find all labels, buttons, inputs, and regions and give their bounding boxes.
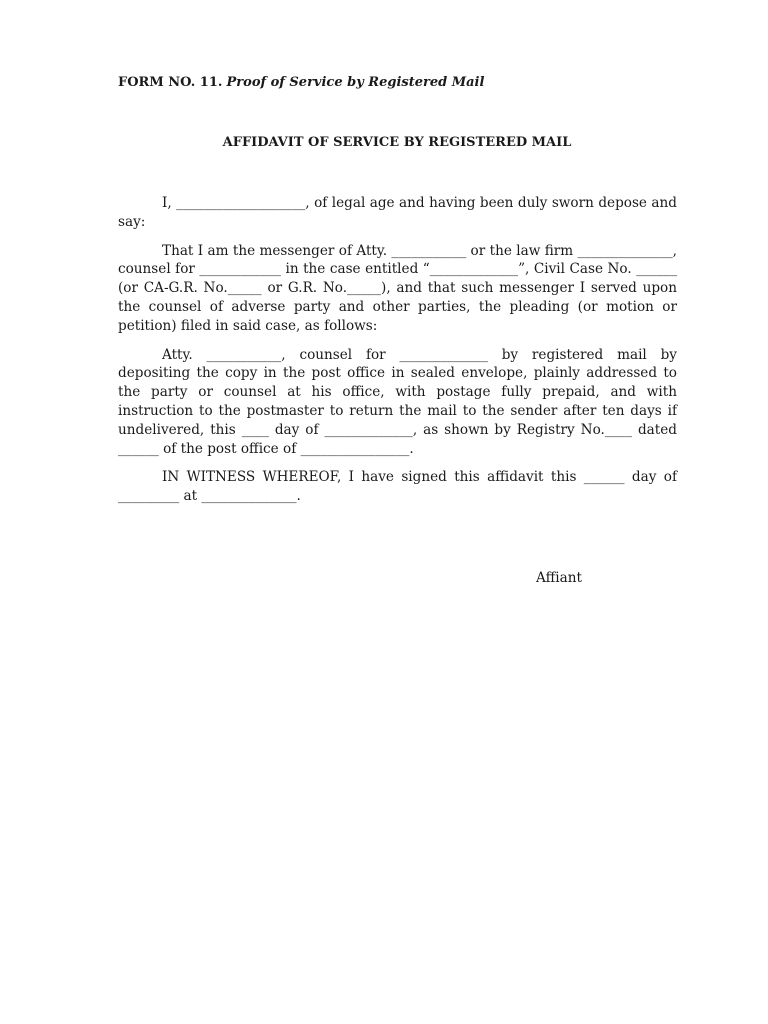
paragraph-service: Atty. ___________, counsel for _____________ by registered mail by depositing the copy in the post office in sealed envelope, plainly addressed to the party or counsel at his office, with postage fully prepaid, and with instruction to the postmaster to return the mail to the sender after ten days if undelivered, this ____ day of _____________, as shown by Registry No.____ dated ______ of the post office of ________________. bbox=[118, 346, 677, 457]
form-number: FORM NO. 11. bbox=[118, 75, 223, 90]
document-body bbox=[118, 194, 677, 506]
form-header bbox=[118, 75, 484, 90]
paragraph-intro: I, ___________________, of legal age and having been duly sworn depose and say: bbox=[118, 195, 677, 230]
paragraph-witness: IN WITNESS WHEREOF, I have signed this affidavit this ______ day of _________ at ______________. bbox=[118, 469, 677, 505]
paragraph-messenger: That I am the messenger of Atty. ___________ or the law firm ______________, counsel for ____________ in the case entitled “_____________”, Civil Case No. ______ (or CA-G.R. No._____ or G.R. No._____), and that such messenger I served upon the counsel of adverse party and other parties, the pleading (or motion or petition) filed in said case, as follows: bbox=[118, 242, 677, 334]
document-title: AFFIDAVIT OF SERVICE BY REGISTERED MAIL bbox=[222, 135, 572, 150]
signature-label: Affiant bbox=[536, 570, 582, 586]
form-subtitle: Proof of Service by Registered Mail bbox=[226, 75, 485, 90]
